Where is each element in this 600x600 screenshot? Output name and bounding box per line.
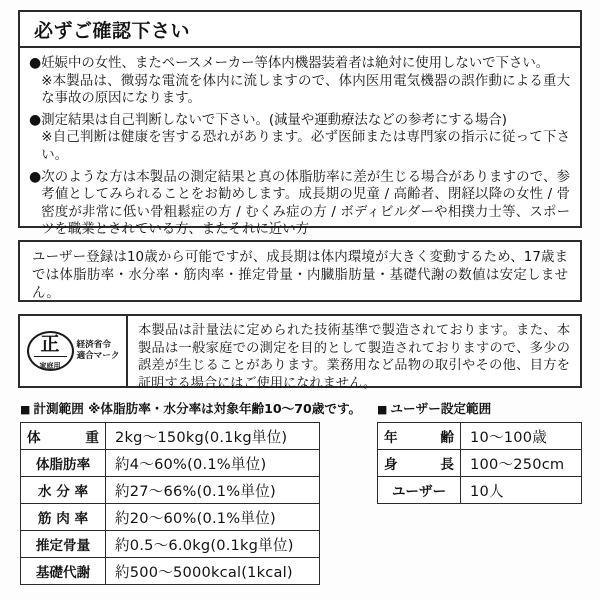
compliance-panel	[18, 314, 582, 391]
row-label-part: 重	[85, 430, 99, 446]
warning-bullet-text	[41, 112, 570, 165]
warning-bullet-item	[29, 55, 570, 108]
bullet-marker-icon: ●	[29, 55, 42, 71]
measurement-range-table	[20, 422, 320, 585]
warning-bullet-item	[29, 112, 570, 165]
userset-heading-text: ユーザー設定範囲	[390, 401, 492, 416]
row-value: 約20〜60%(0.1%単位)	[106, 504, 320, 531]
measurement-heading-note: ※体脂肪率・水分率は対象年齢10〜70歳です。	[88, 401, 362, 416]
measurement-section-header	[20, 402, 361, 417]
table-row	[378, 477, 582, 504]
bullet-marker-icon: ●	[29, 168, 42, 185]
row-value: 10人	[461, 477, 582, 504]
compliance-mark-caption	[77, 340, 120, 362]
registration-note-box	[18, 240, 582, 302]
row-value: 10〜100歳	[461, 423, 582, 450]
table-row	[21, 558, 320, 585]
row-label	[378, 423, 461, 450]
compliance-mark-cell	[20, 316, 128, 386]
row-value: 約500〜5000kcal(1kcal)	[106, 558, 320, 585]
row-label	[21, 423, 106, 450]
table-row	[21, 531, 320, 558]
table-row	[21, 450, 320, 477]
row-label: 水 分 率	[21, 477, 106, 504]
seal-kanji-text: 正	[40, 333, 60, 355]
table-row	[21, 423, 320, 450]
table-row	[21, 504, 320, 531]
bullet-marker-icon: ●	[29, 111, 42, 128]
warning-bullet-item	[29, 169, 570, 239]
row-value: 約4〜60%(0.1%単位)	[106, 450, 320, 477]
warning-bullet-main: 測定結果は自己判断しないで下さい。(減量や運動療法などの参考にする場合)	[41, 112, 507, 128]
section-square-icon: ■	[377, 403, 388, 416]
row-label-part: 年	[384, 430, 398, 446]
row-label	[378, 450, 461, 477]
row-label-part: 齢	[440, 430, 454, 446]
row-value: 2kg〜150kg(0.1kg単位)	[106, 423, 320, 450]
row-value: 約0.5〜6.0kg(0.1kg単位)	[106, 531, 320, 558]
compliance-caption-line-1: 経済省令	[76, 340, 111, 350]
userset-section-header	[377, 402, 491, 417]
warning-panel	[18, 10, 582, 238]
panel-title: 必ずご確認下さい	[20, 12, 580, 48]
warning-bullet-text	[41, 55, 570, 108]
table-row	[378, 423, 582, 450]
measurement-heading-text: 計測範囲	[33, 401, 84, 416]
row-label: ユーザー	[378, 477, 461, 504]
row-value: 100〜250cm	[461, 450, 582, 477]
section-square-icon: ■	[20, 403, 31, 416]
warning-bullet-text	[41, 169, 570, 239]
row-label-part: 身	[384, 457, 398, 473]
table-row	[21, 477, 320, 504]
warning-bullet-main: 次のような方は本製品の測定結果と真の体脂肪率に差が生じる場合がありますので、参考値としてみられることをお勧めします。成長期の児童 / 高齢者、閉経以降の女性 / 骨密度が非常に低い骨粗鬆症の方 / むくみ症の方 / ボディビルダーや相撲力士等、スポーツを職業とされている方、またそれに近い方	[41, 169, 570, 238]
row-label: 基礎代謝	[21, 558, 106, 585]
row-label-part: 長	[440, 457, 454, 473]
compliance-body-text: 本製品は計量法に定められた技術基準で製造されております。また、本製品は一般家庭での測定を目的として製造されておりますので、多少の誤差が生じることがあります。業務用など品物の取引やその他、目方を証明する場合にはご使用になれません。	[138, 323, 570, 391]
row-label: 体脂肪率	[21, 450, 106, 477]
row-label: 推定骨量	[21, 531, 106, 558]
compliance-seal-icon	[27, 331, 74, 371]
warning-bullet-main: 妊娠中の女性、またペースメーカー等体内機器装着者は絶対に使用しないで下さい。	[41, 56, 550, 71]
warning-bullet-sub: ※本製品は、微弱な電流を体内に流しますので、体内医用電気機器の誤作動による重大な事故の原因になります。	[41, 73, 570, 107]
seal-subtext: 家庭用	[39, 362, 61, 370]
userset-range-table	[377, 422, 582, 504]
row-label: 筋 肉 率	[21, 504, 106, 531]
table-row	[378, 450, 582, 477]
registration-note-text: ユーザー登録は10歳から可能ですが、成長期は体内環境が大きく変動するため、17歳までは体脂肪率・水分率・筋肉率・推定骨量・内臓脂肪量・基礎代謝の数値は安定しません。	[32, 250, 568, 301]
row-value: 約27〜66%(0.1%単位)	[106, 477, 320, 504]
row-label-part: 体	[27, 430, 41, 446]
seal-divider-line	[34, 356, 67, 357]
warning-bullet-list	[20, 48, 580, 239]
warning-bullet-sub: ※自己判断は健康を害する恐れがあります。必ず医師または専門家の指示に従って下さい。	[41, 130, 570, 163]
compliance-caption-line-2: 適合マーク	[76, 351, 120, 361]
